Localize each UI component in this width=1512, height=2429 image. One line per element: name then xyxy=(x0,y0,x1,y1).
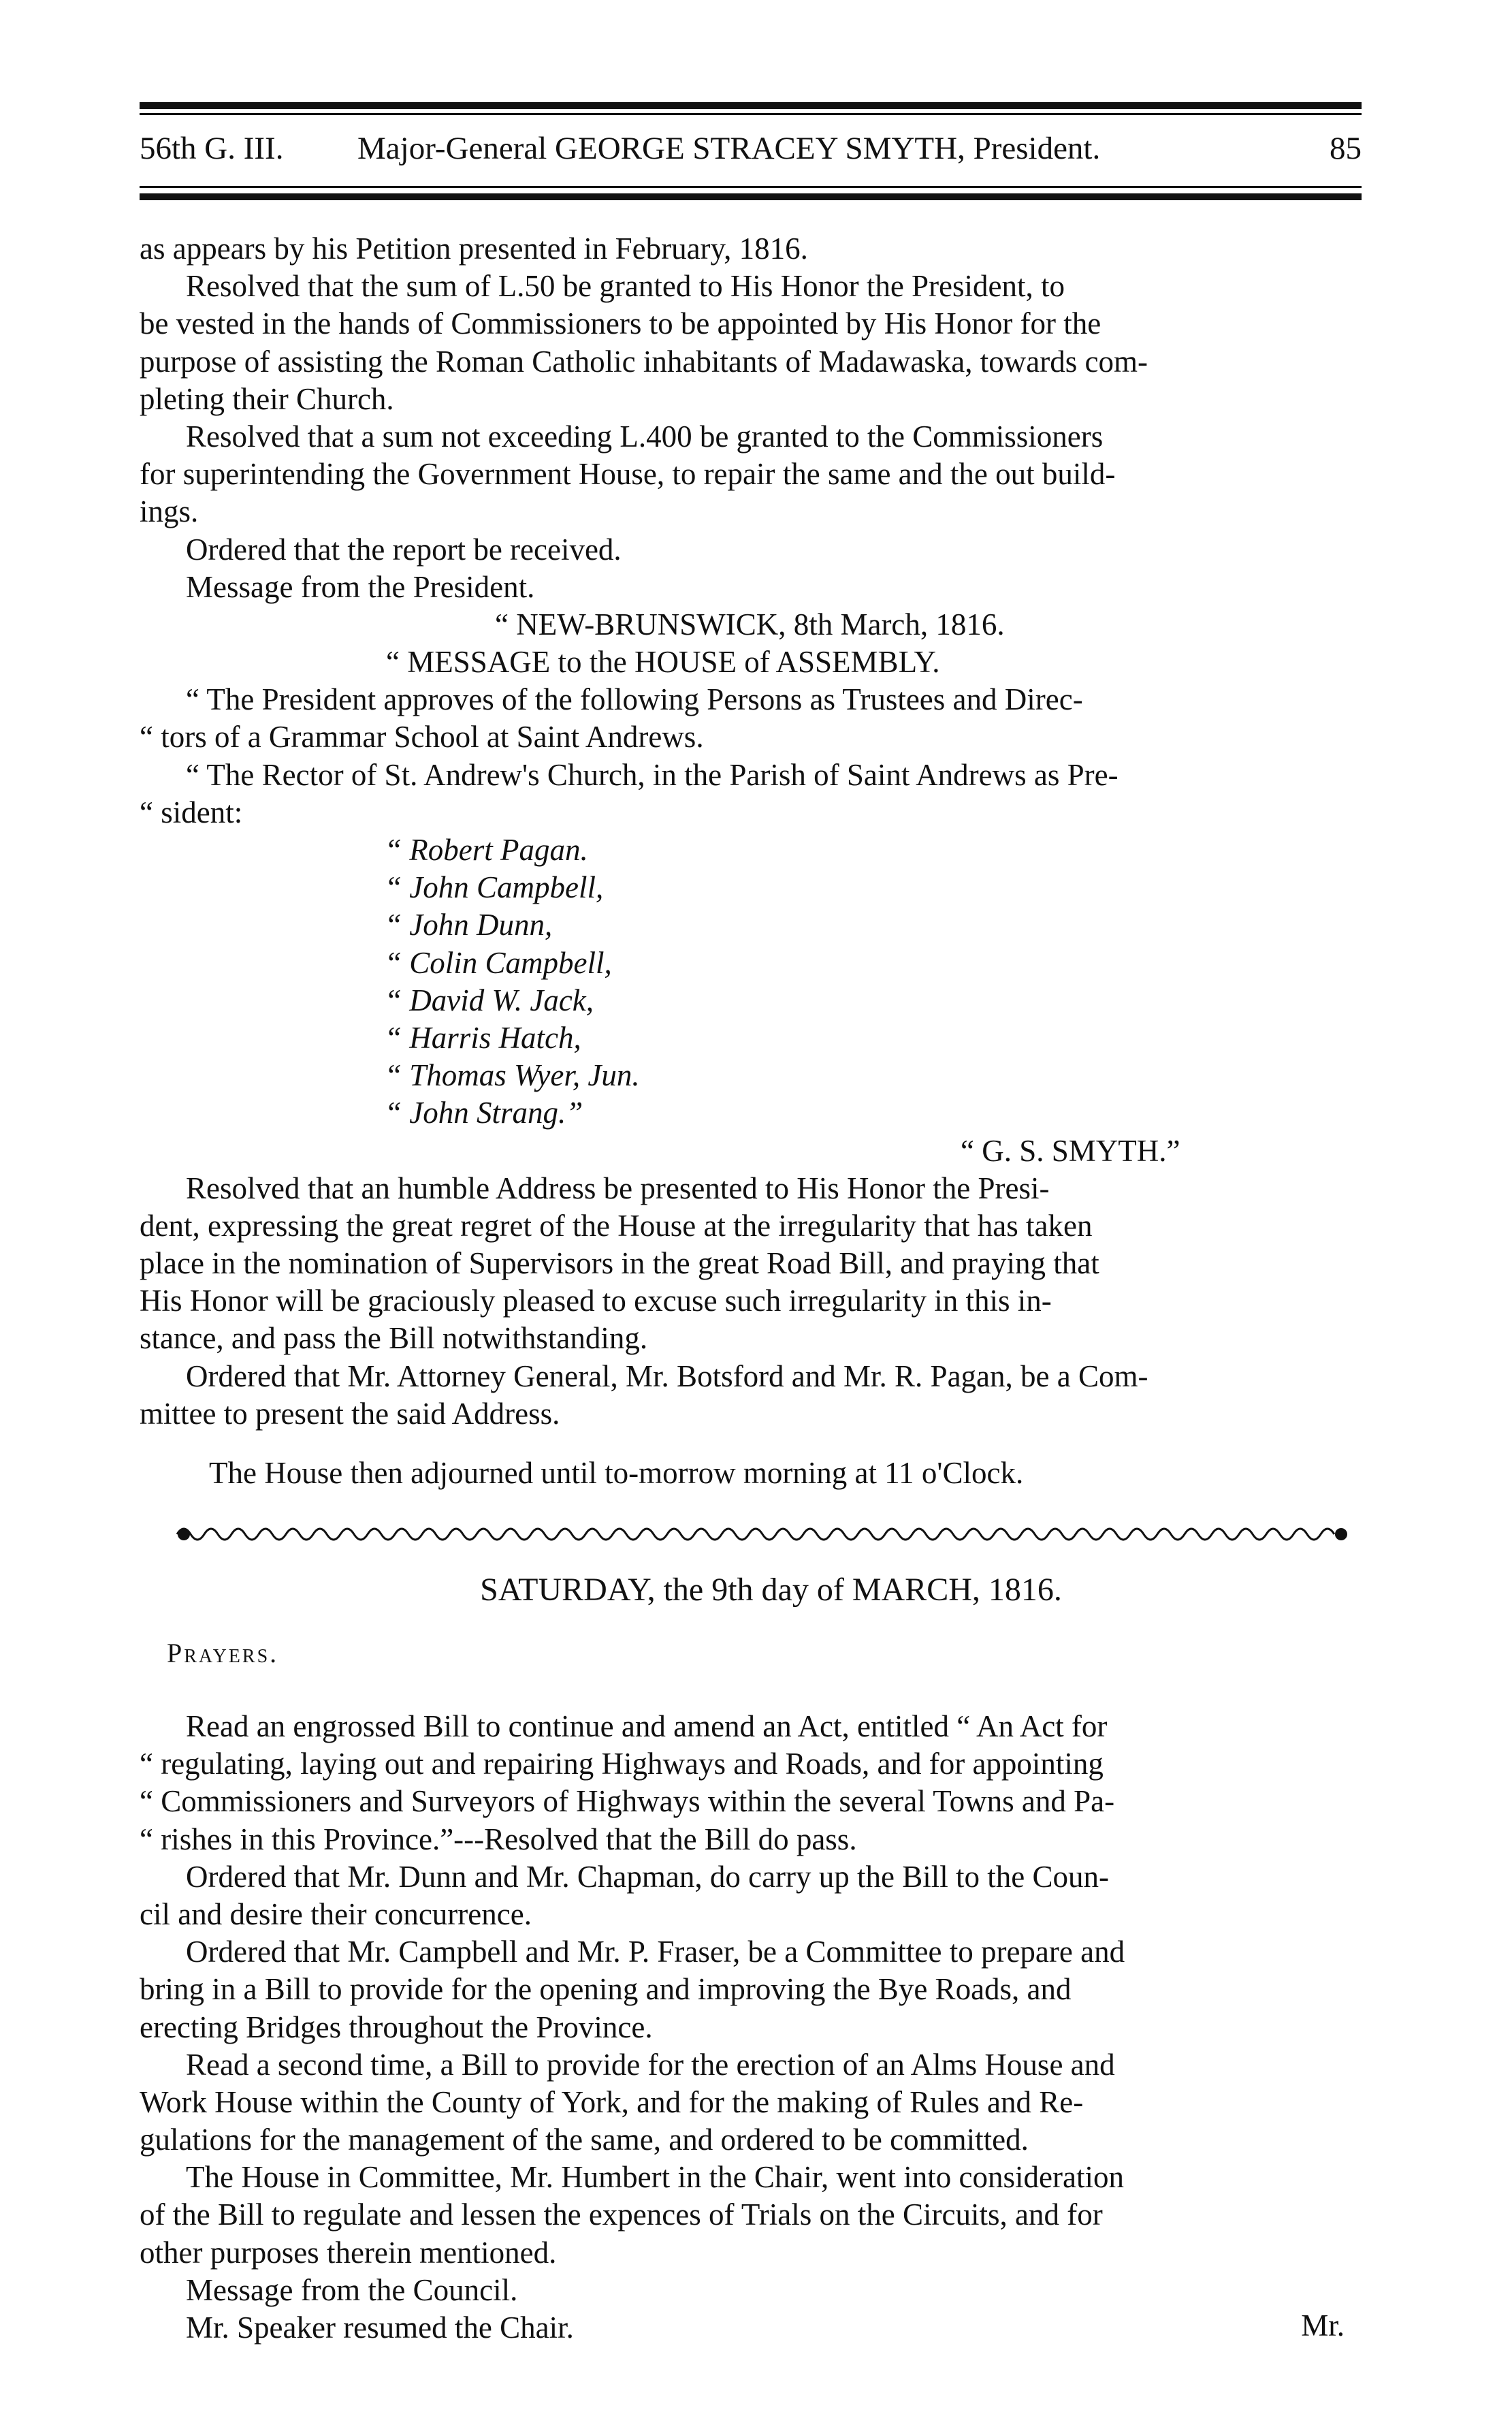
text-line: erecting Bridges throughout the Province. xyxy=(140,2010,653,2044)
prayers-label: Prayers. xyxy=(167,1638,279,1668)
text-line: Ordered that the report be received. xyxy=(186,532,622,567)
text-line: bring in a Bill to provide for the opening and improving the Bye Roads, and xyxy=(140,1972,1072,2007)
text-line: “ sident: xyxy=(140,795,243,829)
text-line: for superintending the Government House, to repair the same and the out build- xyxy=(140,457,1116,492)
adjournment-line: The House then adjourned until to-morrow morning at 11 o'Clock. xyxy=(209,1456,1024,1490)
text-line: pleting their Church. xyxy=(140,381,394,416)
text-line: The House in Committee, Mr. Humbert in the Chair, went into consideration xyxy=(186,2160,1124,2195)
trustee-name: “ John Dunn, xyxy=(385,908,553,942)
message-dateline: “ NEW-BRUNSWICK, 8th March, 1816. xyxy=(495,607,1005,641)
page-number: 85 xyxy=(1330,131,1362,166)
text-line: “ The President approves of the following Persons as Trustees and Direc- xyxy=(186,682,1083,717)
trustee-name: “ Thomas Wyer, Jun. xyxy=(385,1058,640,1093)
text-line: Message from the Council. xyxy=(186,2272,518,2307)
header-rule-top-thin xyxy=(140,113,1362,115)
regnal-year: 56th G. III. xyxy=(140,131,284,166)
text-line: Mr. Speaker resumed the Chair. xyxy=(186,2311,574,2345)
day-heading: SATURDAY, the 9th day of MARCH, 1816. xyxy=(480,1572,1062,1608)
text-line: mittee to present the said Address. xyxy=(140,1396,560,1431)
message-heading: “ MESSAGE to the HOUSE of ASSEMBLY. xyxy=(386,645,940,680)
running-header xyxy=(140,128,1362,169)
text-line: cil and desire their concurrence. xyxy=(140,1896,532,1931)
text-line: place in the nomination of Supervisors in the great Road Bill, and praying that xyxy=(140,1246,1099,1281)
ornamental-rule xyxy=(170,1519,1362,1550)
text-line: Read an engrossed Bill to continue and amend an Act, entitled “ An Act for xyxy=(186,1709,1108,1743)
text-line: Resolved that the sum of L.50 be granted to His Honor the President, to xyxy=(186,269,1065,304)
text-line: His Honor will be graciously pleased to excuse such irregularity in this in- xyxy=(140,1284,1052,1318)
text-line: be vested in the hands of Commissioners to be appointed by His Honor for the xyxy=(140,306,1101,341)
text-line: Ordered that Mr. Campbell and Mr. P. Fraser, be a Committee to prepare and xyxy=(186,1935,1125,1969)
trustee-name: “ David W. Jack, xyxy=(385,983,594,1017)
trustee-name: “ Colin Campbell, xyxy=(385,945,612,980)
header-rule-top-thick xyxy=(140,102,1362,109)
journal-text-part1 xyxy=(140,230,1362,1433)
journal-text-part2 xyxy=(140,1708,1362,2347)
text-line: of the Bill to regulate and lessen the expences of Trials on the Circuits, and for xyxy=(140,2197,1103,2232)
text-line: Resolved that an humble Address be presented to His Honor the Presi- xyxy=(186,1171,1050,1205)
message-signature: “ G. S. SMYTH.” xyxy=(961,1133,1180,1168)
header-rule-bottom-thin xyxy=(140,186,1362,188)
trustee-name: “ Robert Pagan. xyxy=(385,833,588,867)
text-line: “ regulating, laying out and repairing Highways and Roads, and for appointing xyxy=(140,1747,1104,1781)
header-rule-bottom-thick xyxy=(140,193,1362,200)
text-line: Work House within the County of York, and for the making of Rules and Re- xyxy=(140,2084,1084,2119)
text-line: dent, expressing the great regret of the House at the irregularity that has taken xyxy=(140,1208,1093,1243)
trustee-name: “ Harris Hatch, xyxy=(385,1020,581,1055)
text-line: “ rishes in this Province.”---Resolved that the Bill do pass. xyxy=(140,1822,857,1856)
trustee-name: “ John Strang.” xyxy=(385,1096,583,1130)
trustee-name: “ John Campbell, xyxy=(385,870,604,905)
text-line: “ tors of a Grammar School at Saint Andrews. xyxy=(140,720,704,755)
text-line: other purposes therein mentioned. xyxy=(140,2235,557,2270)
header-title: Major-General GEORGE STRACEY SMYTH, President. xyxy=(357,131,1101,166)
text-line: Read a second time, a Bill to provide for the erection of an Alms House and xyxy=(186,2047,1115,2082)
text-line: gulations for the management of the same, and ordered to be committed. xyxy=(140,2123,1029,2157)
text-line: ings. xyxy=(140,494,199,529)
text-line: Resolved that a sum not exceeding L.400 be granted to the Commissioners xyxy=(186,419,1104,454)
text-line: stance, and pass the Bill notwithstanding. xyxy=(140,1321,648,1356)
text-line: “ The Rector of St. Andrew's Church, in the Parish of Saint Andrews as Pre- xyxy=(186,757,1119,792)
text-line: Message from the President. xyxy=(186,569,535,604)
text-line: Ordered that Mr. Attorney General, Mr. Botsford and Mr. R. Pagan, be a Com- xyxy=(186,1359,1148,1393)
text-line: as appears by his Petition presented in February, 1816. xyxy=(140,232,808,266)
catchword: Mr. xyxy=(1301,2308,1345,2343)
text-line: purpose of assisting the Roman Catholic inhabitants of Madawaska, towards com- xyxy=(140,344,1148,379)
text-line: Ordered that Mr. Dunn and Mr. Chapman, do carry up the Bill to the Coun- xyxy=(186,1859,1109,1894)
text-line: “ Commissioners and Surveyors of Highways within the several Towns and Pa- xyxy=(140,1784,1115,1819)
